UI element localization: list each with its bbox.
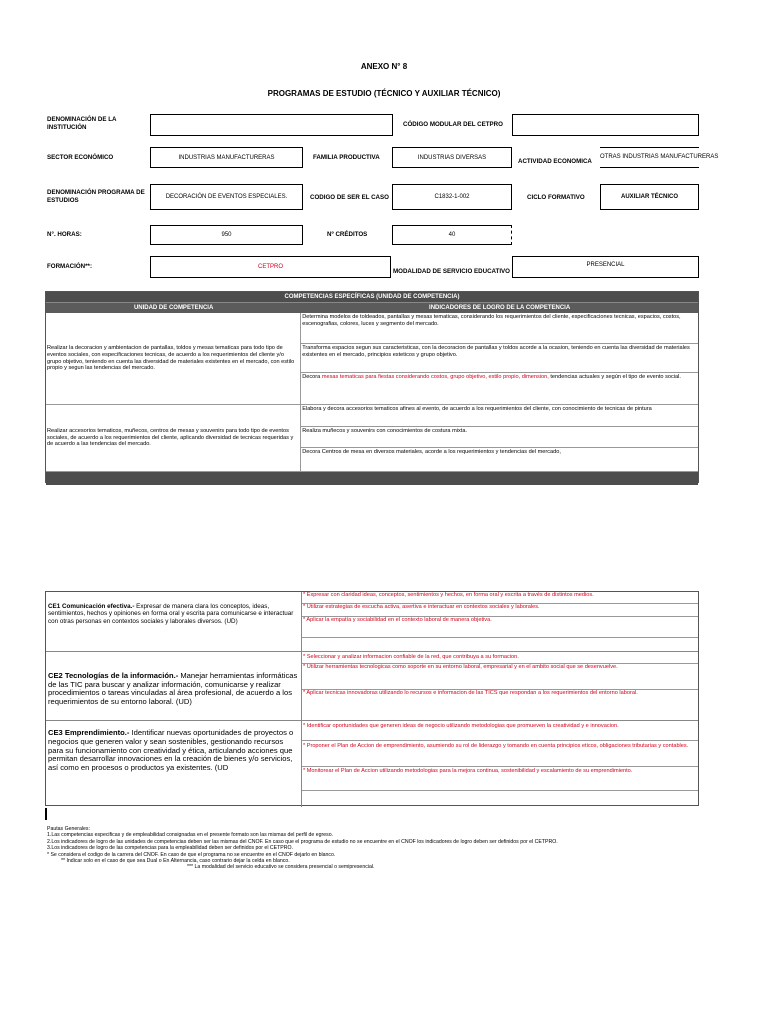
- employability-indicator: * Utilizar herramientas tecnologicas como soporte en su entorno laboral, empresarial y en el ambito social que se desenvuelve.: [302, 664, 698, 690]
- case-code-label: CODIGO DE SER EL CASO: [310, 194, 389, 201]
- institution-label: DENOMINACIÓN DE LA INSTITUCIÓN: [47, 116, 117, 131]
- notes-title: Pautas Generales:: [47, 826, 90, 832]
- indicator-text: Determina modelos de toldeados, pantallas y mesas tematicas, considerando los requerimientos del cliente, especificaciones tecnicas, espacios, costos, escenografias, colores, luces y segmento del mercado.: [302, 314, 681, 327]
- employability-competency: [46, 721, 302, 807]
- general-notes: [47, 826, 607, 871]
- competency-row: [46, 313, 698, 405]
- indicator-text: Transforma espacios segun sus caracteristicas, con la decoracion de pantallas y toldos acorde a la ocasion, teniendo en cuenta las diversidad de materiales existentes en el mercado, principios esteticos y grupo objetivo.: [302, 345, 690, 358]
- competency-row: [46, 405, 698, 472]
- hours-label: N°. HORAS:: [47, 231, 82, 238]
- col-unit-header: UNIDAD DE COMPETENCIA: [133, 305, 214, 311]
- competencies-header: [46, 303, 698, 313]
- ce-title: CE3 Emprendimiento.-: [48, 728, 130, 737]
- cycle-field[interactable]: AUXILIAR TÉCNICO: [600, 184, 699, 210]
- modular-code-label: CÓDIGO MODULAR DEL CETPRO: [403, 121, 503, 128]
- note-line: 1.Las competencias especificas y de empleabilidad consignadas en el presente formato son las mismas del perfil de egreso.: [47, 832, 334, 839]
- page-title: PROGRAMAS DE ESTUDIO (TÉCNICO Y AUXILIAR TÉCNICO): [267, 89, 501, 98]
- col-indicators-header: INDICADORES DE LOGRO DE LA COMPETENCIA: [429, 305, 571, 311]
- employability-competency: [46, 652, 302, 720]
- competencies-title: COMPETENCIAS ESPECÍFICAS (UNIDAD DE COMPETENCIA): [46, 292, 698, 303]
- table-footer-bar: [46, 472, 698, 485]
- unit-text: Realizar la decoracion y ambientacion de pantallas, toldos y mesas tematicas para todo tipo de eventos sociales, con especificaciones tecnicas, de acuerdo a los requerimientos del cliente y/o grupo objetivo, teniendo en cuenta las diversidad de materiales existentes en el mercado, con estilo propio y segun las tendencias del mercado.: [47, 344, 295, 372]
- employability-indicator: * Expresar con claridad ideas, conceptos, sentimientos y hechos, en forma oral y escrita a través de distintos medios.: [302, 592, 698, 604]
- indicator-text: Realiza muñecos y souvenirs con conocimientos de costura mixta.: [302, 428, 467, 434]
- ce-text: Identificar nuevas oportunidades de proyectos o negocios que generen valor y sean sostenibles, gestionando recursos para su funcionamiento con creatividad y ética, articulando acciones que permitan desarrollar innovaciones en la creación de bienes y/o servicios, así como en procesos o productos ya existentes. (UD: [48, 728, 294, 773]
- indicator-cell: [301, 448, 698, 471]
- program-label: DENOMINACIÓN PROGRAMA DE ESTUDIOS: [47, 189, 145, 204]
- case-code-field[interactable]: C1832-1-002: [392, 184, 512, 210]
- employability-indicator: * Monitorear el Plan de Accion utilizando metodologias para la mejora continua, sostenibilidad y escalamiento de su emprendimiento.: [302, 767, 698, 791]
- hours-field[interactable]: 950: [150, 225, 303, 245]
- cycle-label: CICLO FORMATIVO: [527, 194, 585, 201]
- credits-label: Nº CRÉDITOS: [327, 231, 368, 238]
- employability-indicator: [302, 638, 698, 651]
- ce-text: Manejar herramientas informáticas de las TIC para buscar y analizar información, comunicarse y realizar procedimientos o tareas vinculadas al área profesional, de acuerdo a los requerimientos de su entorno laboral. (UD): [48, 671, 298, 706]
- indicator-cell: [301, 427, 698, 448]
- employability-row: [46, 652, 698, 721]
- unit-cell: [46, 405, 301, 471]
- indicator-cell: [301, 373, 698, 404]
- employability-row: [46, 721, 698, 807]
- indicator-highlight: mesas tematicas para fiestas considerando costos, grupo objetivo, estilo propio, dimension,: [321, 374, 549, 380]
- family-label: FAMILIA PRODUCTIVA: [313, 154, 380, 161]
- indicator-cell: [301, 405, 698, 427]
- employability-indicator: [302, 791, 698, 807]
- cell-cursor: [45, 808, 47, 820]
- modality-label: MODALIDAD DE SERVICIO EDUCATIVO: [393, 268, 510, 275]
- note-line: ** Indicar solo en el caso de que sea Dual o En Alternancia, caso contrario dejar la celda en blanco.: [61, 858, 290, 865]
- competencies-table: [45, 291, 699, 483]
- employability-indicator: * Aplicar tecnicas innovadoras utilizando lo recursos e informacion de las TICS que respondan a los requerimientos del entorno laboral.: [303, 690, 638, 696]
- ce-title: CE2 Tecnologías de la información.-: [48, 671, 179, 680]
- indicator-cell: [301, 344, 698, 373]
- family-field[interactable]: INDUSTRIAS DIVERSAS: [392, 147, 512, 168]
- activity-label: ACTIVIDAD ECONOMICA: [518, 158, 592, 165]
- institution-field[interactable]: [150, 114, 393, 136]
- modality-field[interactable]: PRESENCIAL: [512, 256, 699, 278]
- indicator-text: tendencias actuales y según el tipo de evento social.: [548, 374, 681, 380]
- employability-row: [46, 592, 698, 652]
- indicator-text: Decora: [302, 374, 322, 380]
- employability-table: [45, 591, 699, 806]
- employability-competency: [46, 592, 302, 651]
- program-field[interactable]: DECORACIÓN DE EVENTOS ESPECIALES.: [150, 184, 303, 210]
- activity-field[interactable]: OTRAS INDUSTRIAS MANUFACTURERAS: [600, 147, 699, 168]
- note-line: * Se considera el codigo de la carrera del CNOF. En caso de que el programa no se encuentre en el CNOF dejarlo en blanco.: [47, 851, 336, 858]
- employability-indicator: * Proponer el Plan de Accion de emprendimiento, asumiendo su rol de liderazgo y tomando en cuenta principios eticos, obligaciones tributarias y contables.: [302, 741, 698, 767]
- sector-field[interactable]: INDUSTRIAS MANUFACTURERAS: [150, 147, 303, 168]
- employability-indicator: * Aplicar la empatía y sociabilidad en el contexto laboral de manera objetiva.: [302, 617, 698, 638]
- employability-indicator: * Seleccionar y analizar informacion confiable de la red, que contribuya a su formacion.: [302, 652, 698, 664]
- note-line: *** La modalidad del servicio educativo se considera presencial o semipresencial.: [187, 864, 375, 871]
- employability-indicator: * Identificar oportunidades que generen ideas de negocio utilizando metodologias que promueven la creatividad y e innovacion.: [302, 721, 698, 741]
- note-line: 2.Los indicadores de logro de las unidades de competencias deben ser las mismas del CNOF. En caso que el programa de estudio no se encuentre en el CNOF los indicadores de logro deben ser definidos por el CETPRO.: [47, 838, 558, 845]
- formation-label: FORMACIÓN**:: [47, 263, 93, 270]
- formation-field[interactable]: CETPRO: [150, 256, 391, 278]
- employability-indicator: * Utilizar estrategias de escucha activa, asertiva e interactuar en contextos sociales y laborales.: [302, 604, 698, 617]
- indicator-text: Elabora y decora accesorios tematicos afines al evento, de acuerdo a los requerimientos del cliente, con conocimiento de tecnicas de pintura: [302, 406, 652, 412]
- credits-field[interactable]: 40: [392, 225, 512, 245]
- note-line: 3.Los indicadores de logro de las competencias para la empleabilidad deben ser definidos por el CETPRO.: [47, 845, 293, 852]
- unit-text: Realizar accesorios tematicos, muñecos, centros de mesas y souvenirs para todo tipo de eventos sociales, de acuerdo a los requerimientos del cliente, aplicando diversidad de tecnicas requeridas y de acuerdo a las tendencias del mercado.: [47, 427, 294, 448]
- annex-title: ANEXO N° 8: [360, 62, 408, 71]
- unit-cell: [46, 313, 301, 404]
- indicator-text: Decora Centros de mesa en diversos materiales, acorde a los requerimientos y tendencias del mercado,: [302, 449, 561, 455]
- modular-code-field[interactable]: [512, 114, 699, 136]
- sector-label: SECTOR ECONÓMICO: [47, 154, 114, 161]
- ce-text: Expresar de manera clara los conceptos, ideas, sentimientos, hechos y opiniones en forma oral y escrita para comunicarse e interactuar con otras personas en contextos sociales y laborales diversos. (UD): [48, 603, 294, 625]
- indicator-cell: [301, 313, 698, 344]
- ce-title: CE1 Comunicación efectiva.-: [48, 603, 135, 610]
